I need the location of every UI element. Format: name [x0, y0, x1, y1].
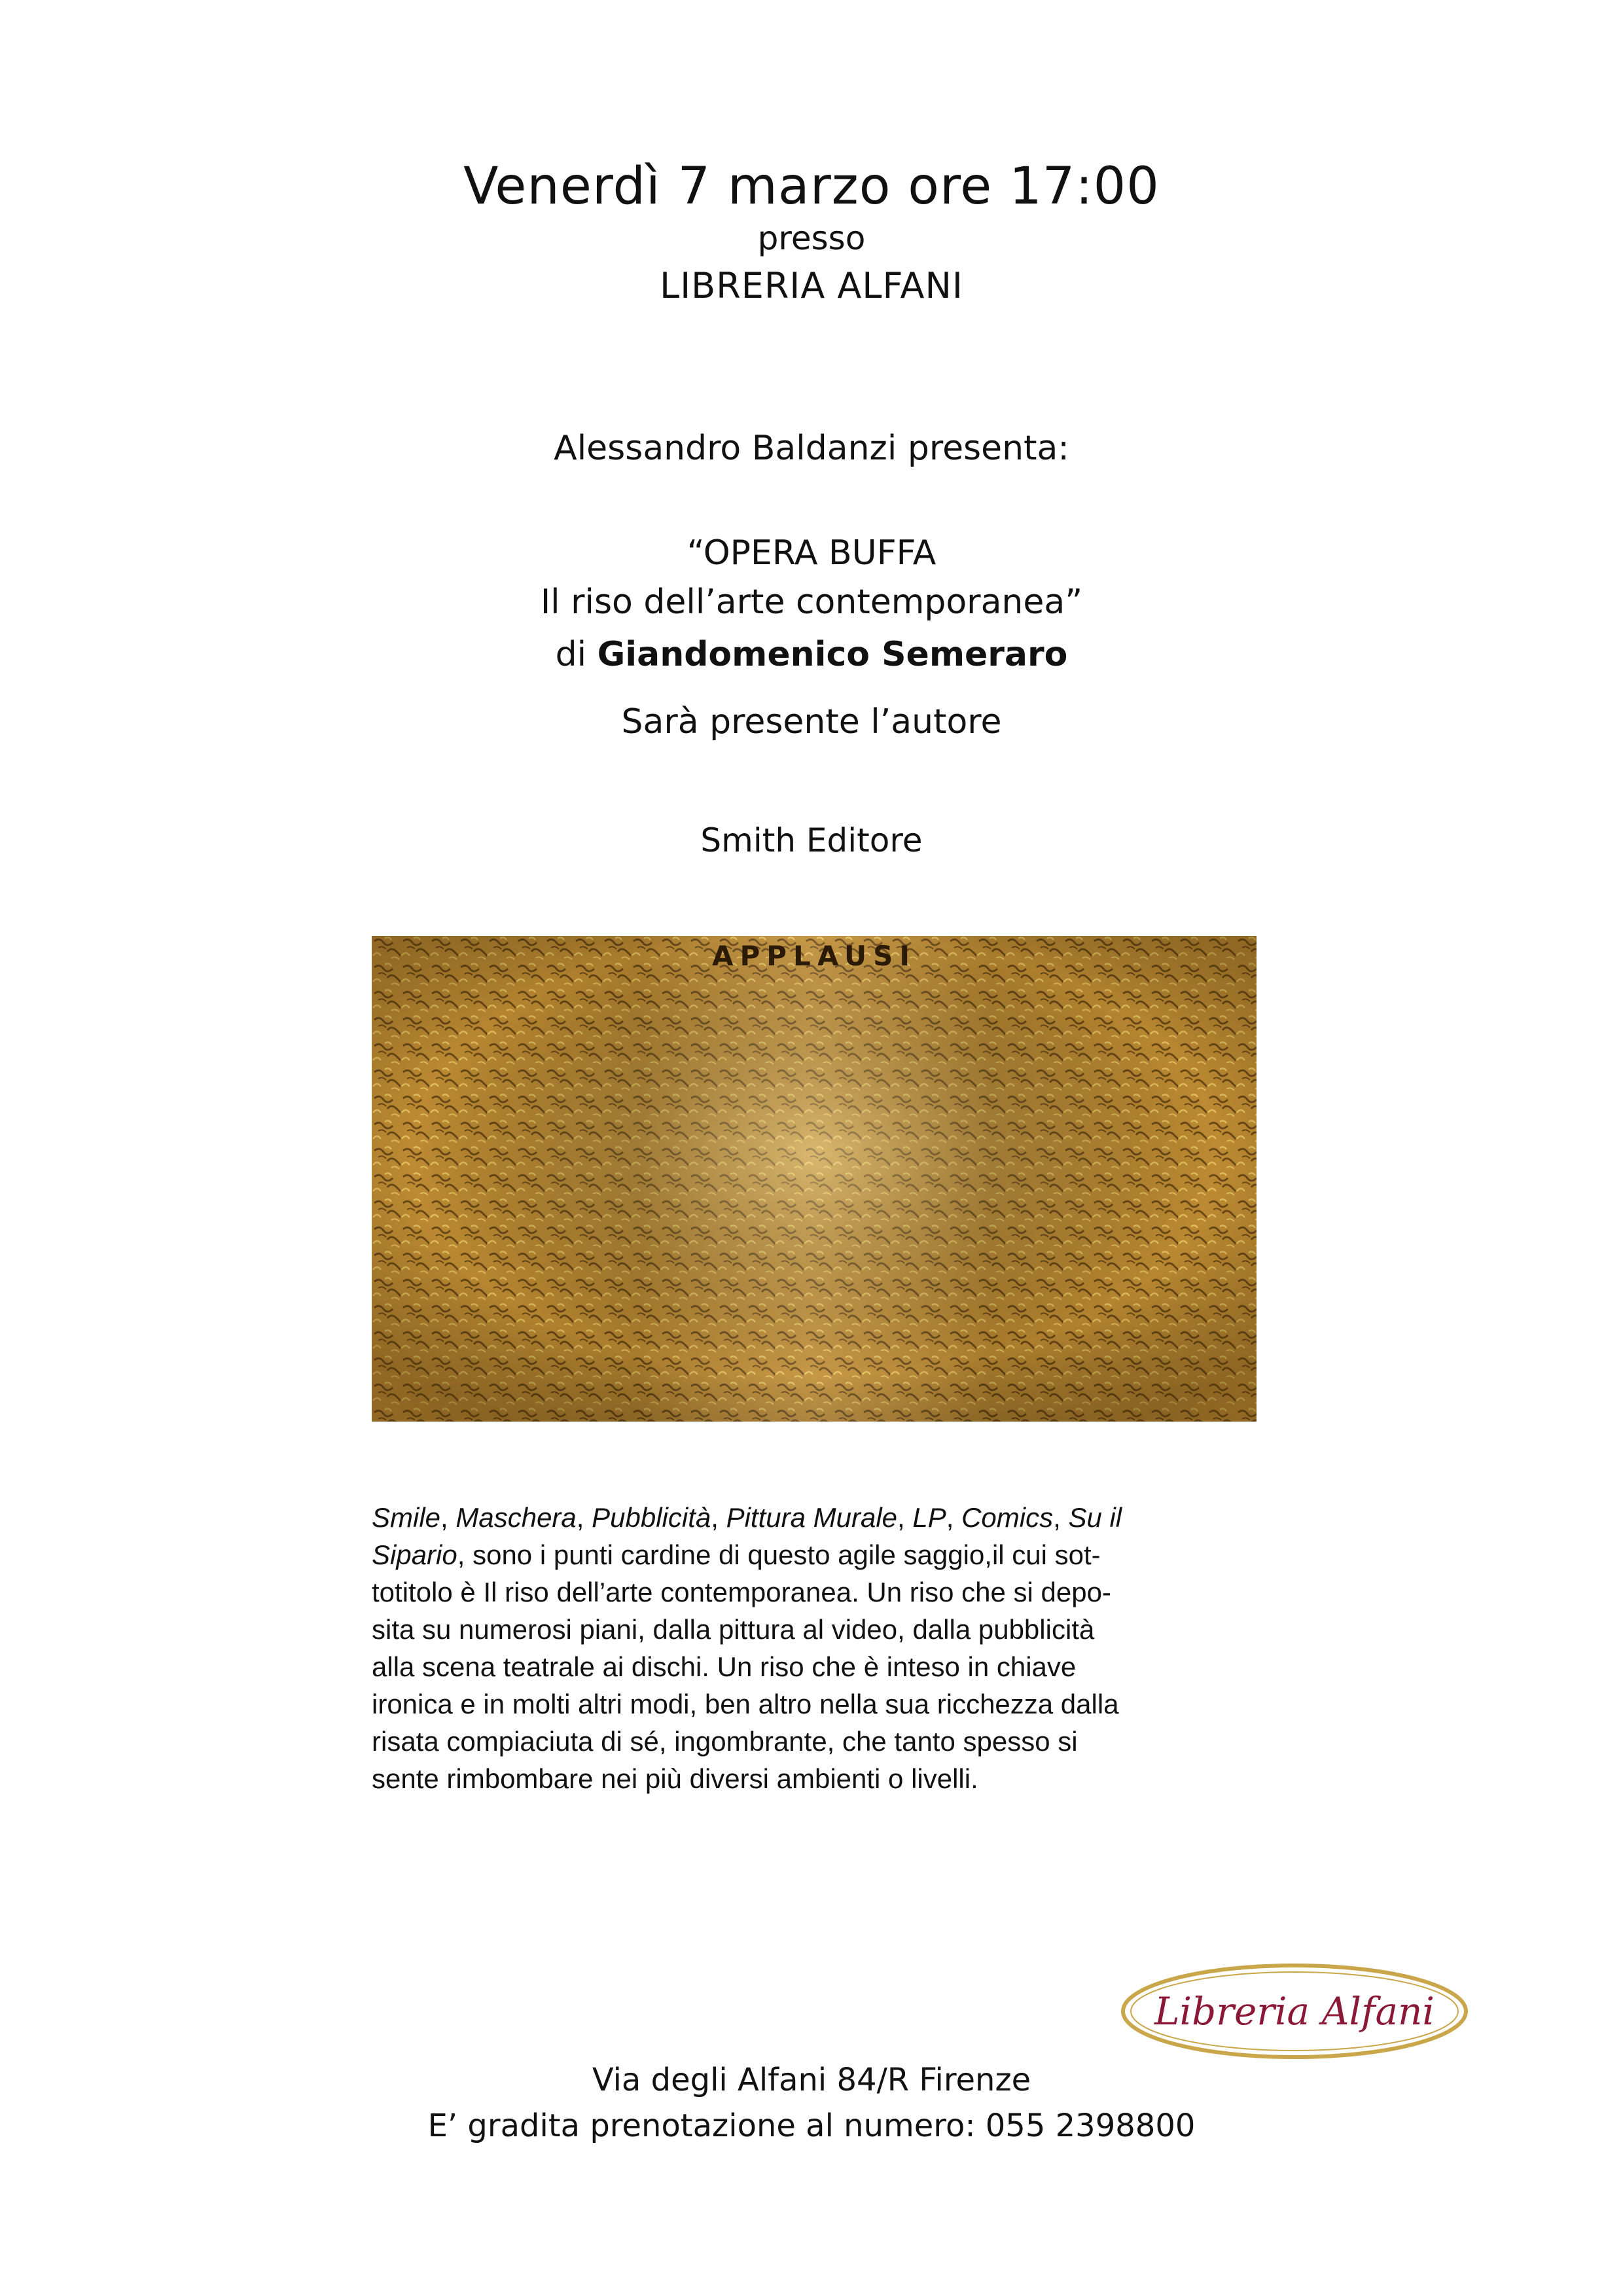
description-text: , — [897, 1502, 913, 1533]
presenter-line: Alessandro Baldanzi presenta: — [554, 429, 1069, 468]
cover-label-applausi: APPLAUSI — [711, 940, 917, 972]
description-text: , — [711, 1502, 726, 1533]
author-present-note: Sarà presente l’autore — [621, 702, 1002, 742]
description-keyword: Su il — [1068, 1502, 1122, 1533]
presso-label: presso — [757, 219, 866, 257]
description-text: totitolo è Il riso dell’arte contemporanea. Un riso che si depo- — [372, 1577, 1111, 1607]
author-prefix: di — [555, 635, 587, 674]
description-text: , — [440, 1502, 456, 1533]
description-line — [372, 1573, 1301, 1611]
description-keyword: Pubblicità — [592, 1502, 711, 1533]
description-line — [372, 1685, 1301, 1723]
event-date: Venerdì 7 marzo ore 17:00 — [463, 157, 1160, 216]
book-title-line-1: “OPERA BUFFA — [687, 533, 936, 573]
publisher: Smith Editore — [700, 821, 923, 859]
libreria-alfani-logo — [1120, 1962, 1469, 2063]
description-keyword: Sipario — [372, 1539, 457, 1570]
description-line — [372, 1536, 1301, 1573]
logo-text: Libreria Alfani — [1154, 1989, 1435, 2034]
cover-folds — [372, 936, 1257, 1422]
address: Via degli Alfani 84/R Firenze — [592, 2062, 1031, 2098]
description-text: sente rimbombare nei più diversi ambienti o livelli. — [372, 1763, 978, 1794]
description-keyword: Smile — [372, 1502, 441, 1533]
description-line — [372, 1499, 1301, 1536]
description-line — [372, 1648, 1301, 1685]
description-keyword: Maschera — [455, 1502, 577, 1533]
description-text: , — [946, 1502, 962, 1533]
description-text: , — [576, 1502, 592, 1533]
description-line — [372, 1723, 1301, 1760]
description-keyword: LP — [912, 1502, 946, 1533]
book-description — [372, 1499, 1301, 1797]
book-title-line-2: Il riso dell’arte contemporanea” — [540, 583, 1083, 622]
description-line — [372, 1760, 1301, 1797]
description-text: ironica e in molti altri modi, ben altro nella sua ricchezza dalla — [372, 1689, 1119, 1719]
book-author — [0, 635, 1623, 674]
description-text: alla scena teatrale ai dischi. Un riso che è inteso in chiave — [372, 1651, 1077, 1682]
venue-name: LIBRERIA ALFANI — [660, 265, 963, 306]
author-name: Giandomenico Semeraro — [597, 635, 1068, 674]
description-text: , sono i punti cardine di questo agile saggio,il cui sot- — [457, 1539, 1101, 1570]
description-text: risata compiaciuta di sé, ingombrante, che tanto spesso si — [372, 1726, 1078, 1757]
description-keyword: Pittura Murale — [726, 1502, 898, 1533]
booking-phone: E’ gradita prenotazione al numero: 055 2398800 — [427, 2108, 1196, 2144]
description-line — [372, 1611, 1301, 1648]
description-text: sita su numerosi piani, dalla pittura al video, dalla pubblicità — [372, 1614, 1095, 1645]
book-cover-image — [372, 936, 1257, 1422]
description-keyword: Comics — [961, 1502, 1054, 1533]
description-text: , — [1053, 1502, 1069, 1533]
